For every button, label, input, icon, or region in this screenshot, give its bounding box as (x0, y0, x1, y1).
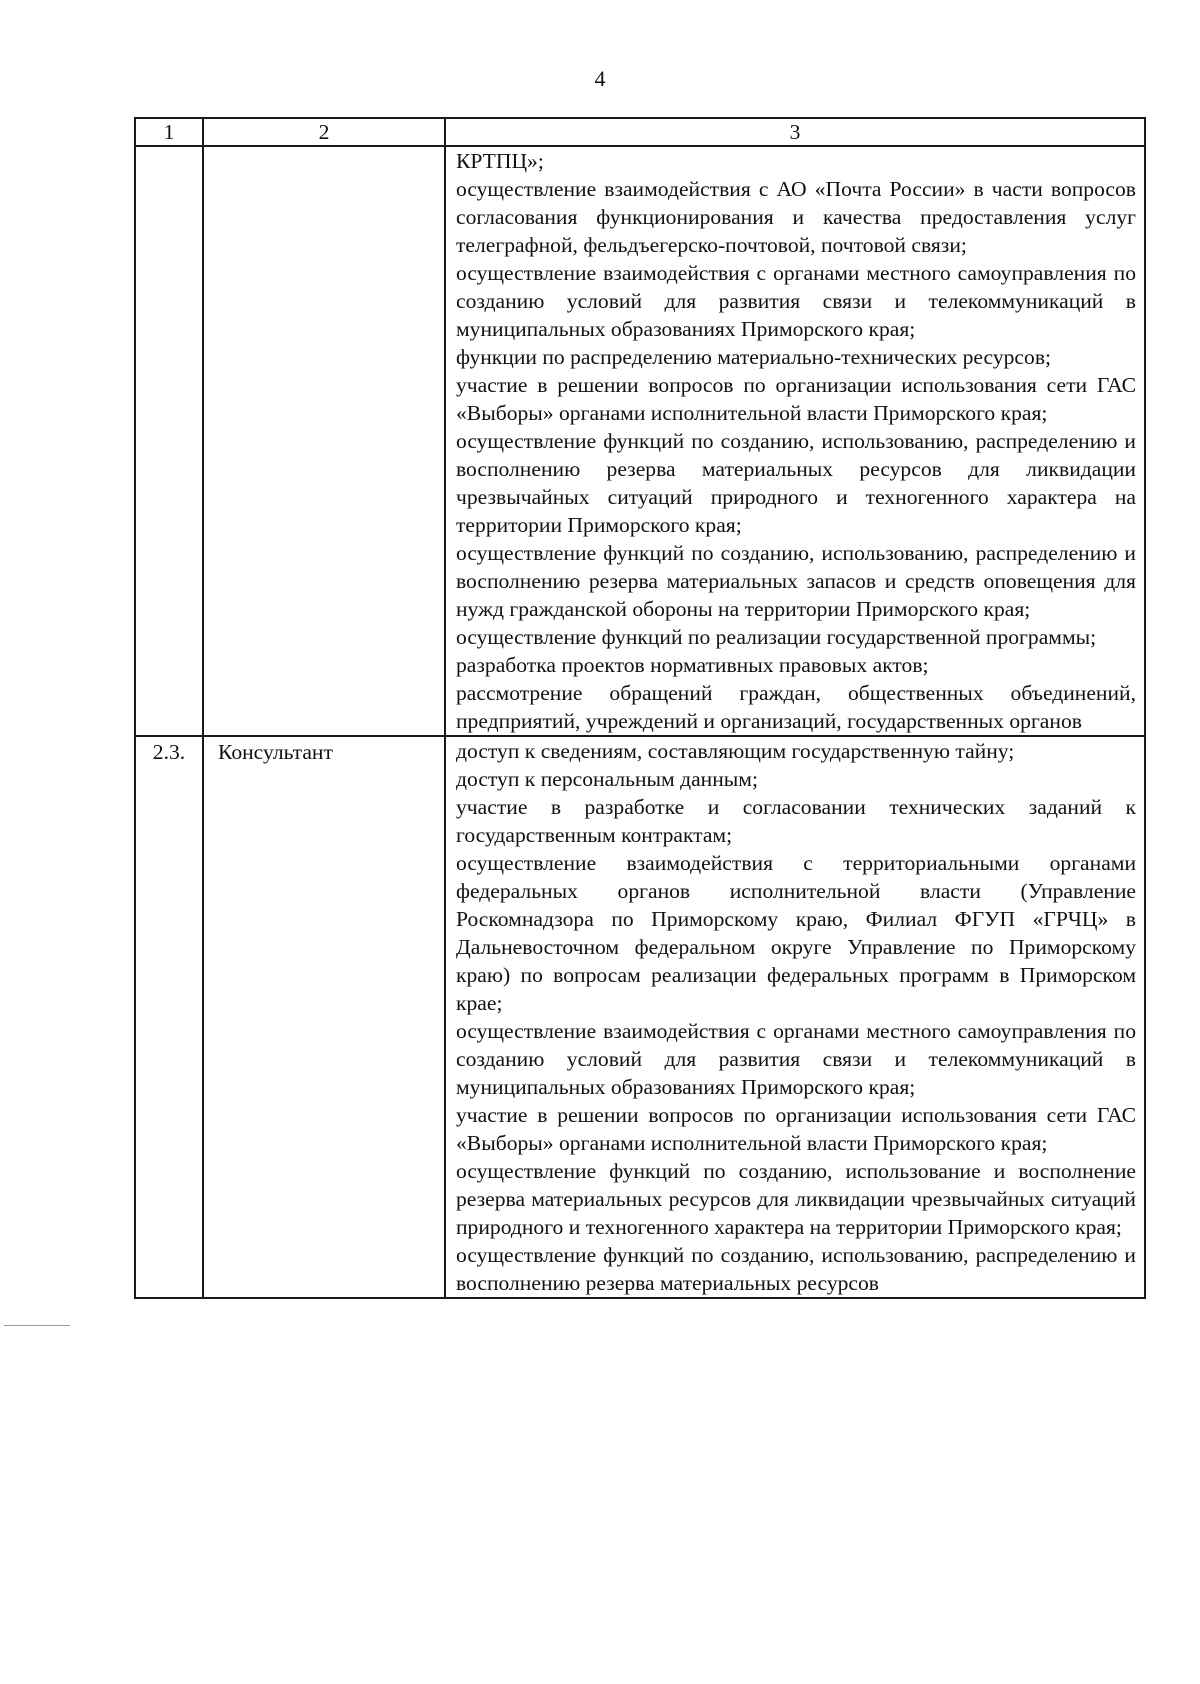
duties-cell (445, 736, 1145, 1298)
table-row (135, 736, 1145, 1298)
position-title (203, 146, 445, 736)
position-title: Консультант (203, 736, 445, 1298)
duty-item: осуществление функций по созданию, использованию, распределению и восполнению резерва материальных ресурсов для ликвидации чрезвычайных ситуаций природного и техногенного характера на территории Приморского края; (456, 429, 1136, 537)
table-row (135, 146, 1145, 736)
scan-edge-mark (4, 1325, 70, 1326)
duties-table (134, 117, 1146, 1299)
duty-item: осуществление взаимодействия с территориальными органами федеральных органов исполнительной власти (Управление Роскомнадзора по Приморскому краю, Филиал ФГУП «ГРЧЦ» в Дальневосточном федеральном округе Управление по Приморскому краю) по вопросам реализации федеральных программ в Приморском крае; (456, 851, 1136, 1015)
duty-item: доступ к сведениям, составляющим государственную тайну; (456, 739, 1015, 763)
header-col-3: 3 (445, 118, 1145, 146)
duty-item: осуществление функций по созданию, использованию, распределению и восполнению резерва материальных запасов и средств оповещения для нужд гражданской обороны на территории Приморского края; (456, 541, 1136, 621)
duty-item: участие в разработке и согласовании технических заданий к государственным контрактам; (456, 795, 1136, 847)
duty-item: осуществление взаимодействия с органами местного самоуправления по созданию условий для развития связи и телекоммуникаций в муниципальных образованиях Приморского края; (456, 1019, 1136, 1099)
duty-item: осуществление функций по реализации государственной программы; (456, 625, 1097, 649)
duty-item: осуществление функций по созданию, использование и восполнение резерва материальных ресурсов для ликвидации чрезвычайных ситуаций природного и техногенного характера на территории Приморского края; (456, 1159, 1136, 1239)
row-number: 2.3. (135, 736, 203, 1298)
duty-item: осуществление взаимодействия с органами местного самоуправления по созданию условий для развития связи и телекоммуникаций в муниципальных образованиях Приморского края; (456, 261, 1136, 341)
duty-item: осуществление функций по созданию, использованию, распределению и восполнению резерва материальных ресурсов (456, 1243, 1136, 1295)
duty-item: рассмотрение обращений граждан, общественных объединений, предприятий, учреждений и организаций, государственных органов (456, 681, 1136, 733)
duty-item: функции по распределению материально-технических ресурсов; (456, 345, 1052, 369)
duty-item: осуществление взаимодействия с АО «Почта России» в части вопросов согласования функционирования и качества предоставления услуг телеграфной, фельдъегерско-почтовой, почтовой связи; (456, 177, 1136, 257)
duty-item: доступ к персональным данным; (456, 767, 758, 791)
row-number (135, 146, 203, 736)
duty-item: КРТПЦ»; (456, 149, 544, 173)
duty-item: разработка проектов нормативных правовых актов; (456, 653, 929, 677)
header-col-2: 2 (203, 118, 445, 146)
table-header-row (135, 118, 1145, 146)
duty-item: участие в решении вопросов по организации использования сети ГАС «Выборы» органами исполнительной власти Приморского края; (456, 1103, 1136, 1155)
page-number: 4 (594, 66, 606, 91)
duties-cell (445, 146, 1145, 736)
header-col-1: 1 (135, 118, 203, 146)
duty-item: участие в решении вопросов по организации использования сети ГАС «Выборы» органами исполнительной власти Приморского края; (456, 373, 1136, 425)
